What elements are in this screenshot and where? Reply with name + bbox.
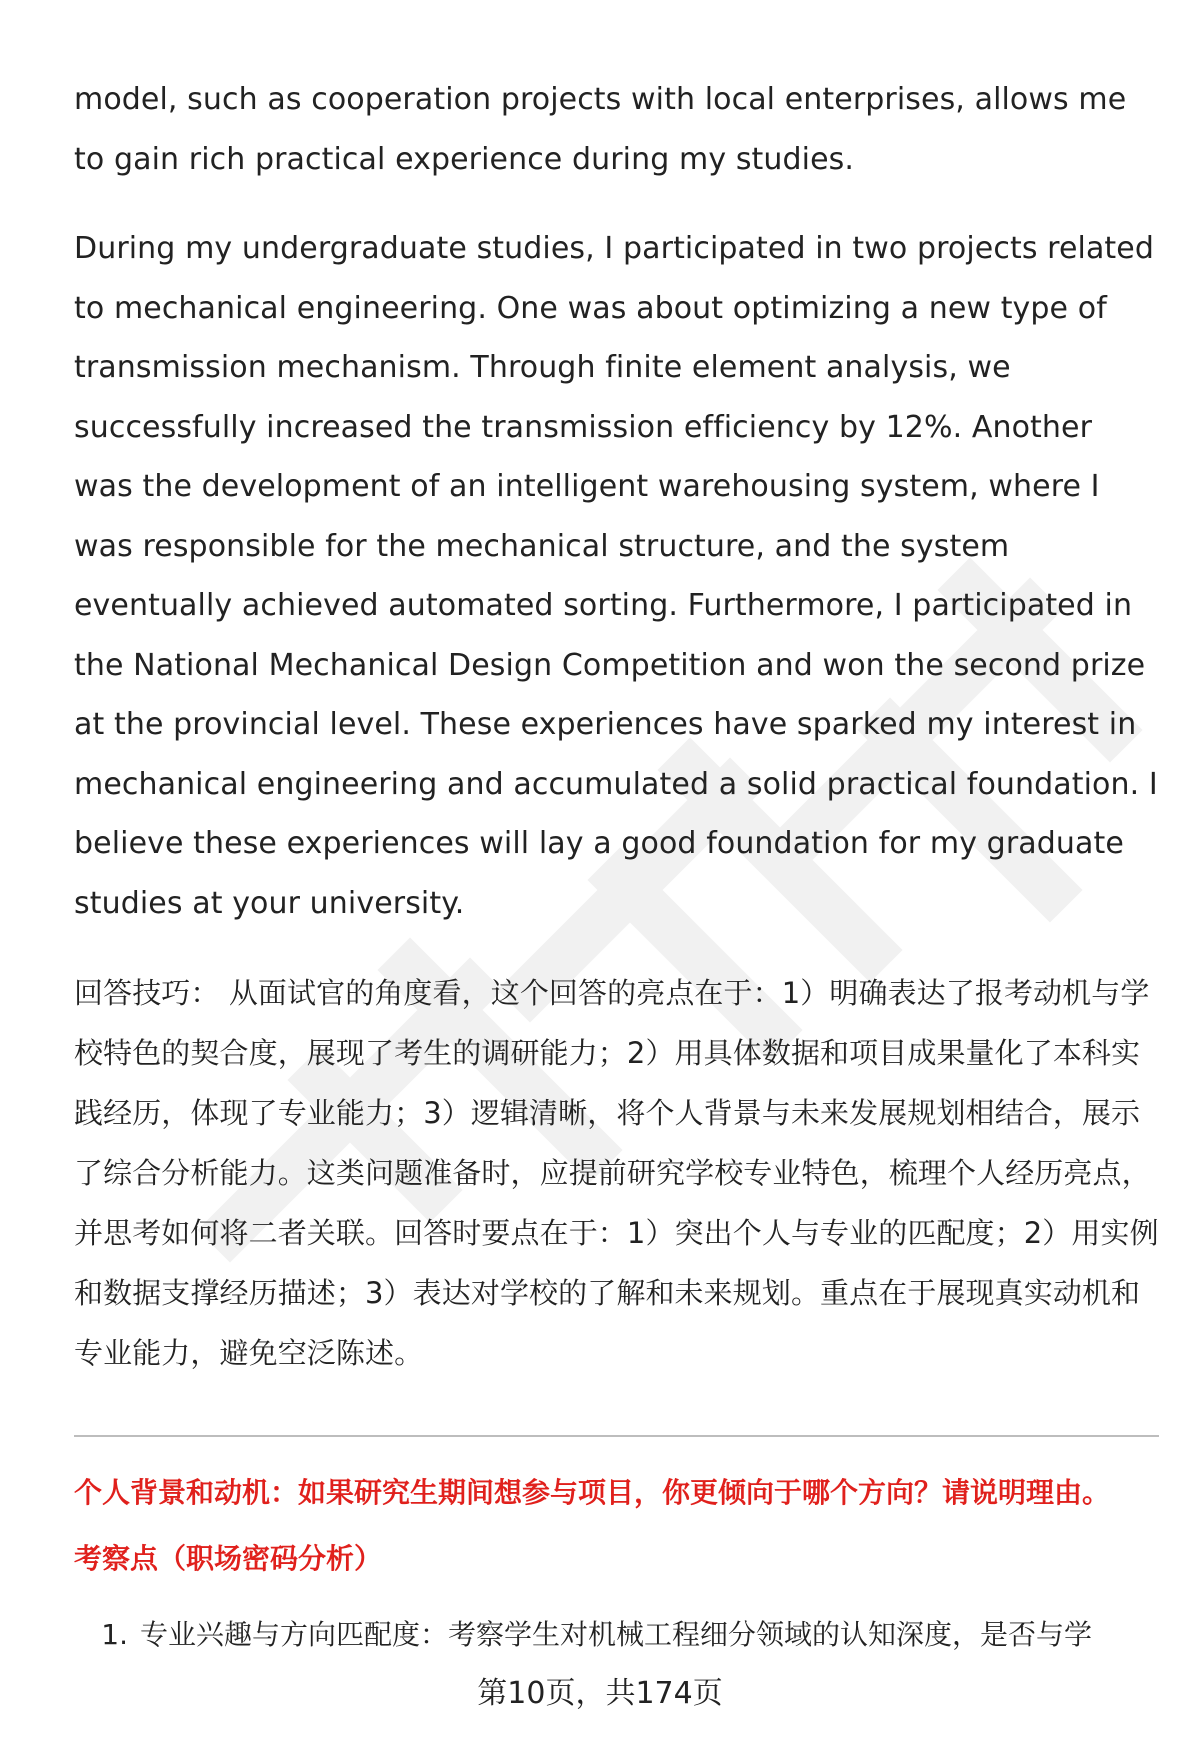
- paragraph-experience: During my undergraduate studies, I participated in two projects related to mechanical engineering. One was about optimizing a new type of transmission mechanism. Through finite element analysis, we successfully increased the transmission efficiency by 12%. Another was the development of an intelligent warehousing system, where I was responsible for the mechanical structure, and the system eventually achieved automated sorting. Furthermore, I participated in the National Mechanical Design Competition and won the second prize at the provincial level. These experiences have sparked my interest in mechanical engineering and accumulated a solid practical foundation. I believe these experiences will lay a good foundation for my graduate studies at your university.: [74, 231, 1158, 921]
- document-page: [74, 70, 1159, 1655]
- paragraph-intro: model, such as cooperation projects with local enterprises, allows me to gain rich practical experience during my studies.: [74, 82, 1127, 177]
- page-number: 第10页，共174页: [477, 1676, 723, 1711]
- paragraph-answer-tips: 回答技巧： 从面试官的角度看，这个回答的亮点在于：1）明确表达了报考动机与学校特色的契合度，展现了考生的调研能力；2）用具体数据和项目成果量化了本科实践经历，体现了专业能力；3）逻辑清晰，将个人背景与未来发展规划相结合，展示了综合分析能力。这类问题准备时，应提前研究学校专业特色，梳理个人经历亮点，并思考如何将二者关联。回答时要点在于：1）突出个人与专业的匹配度；2）用实例和数据支撑经历描述；3）表达对学校的了解和未来规划。重点在于展现真实动机和专业能力，避免空泛陈述。: [74, 976, 1159, 1370]
- analysis-subheading: 考察点（职场密码分析）: [74, 1542, 383, 1575]
- section-divider: [74, 1435, 1159, 1437]
- list-item-text: 专业兴趣与方向匹配度：考察学生对机械工程细分领域的认知深度，是否与学: [140, 1618, 1093, 1651]
- list-item: [74, 1615, 1159, 1655]
- question-heading: 个人背景和动机：如果研究生期间想参与项目，你更倾向于哪个方向？请说明理由。: [74, 1476, 1111, 1509]
- list-item-number: 1.: [101, 1618, 128, 1651]
